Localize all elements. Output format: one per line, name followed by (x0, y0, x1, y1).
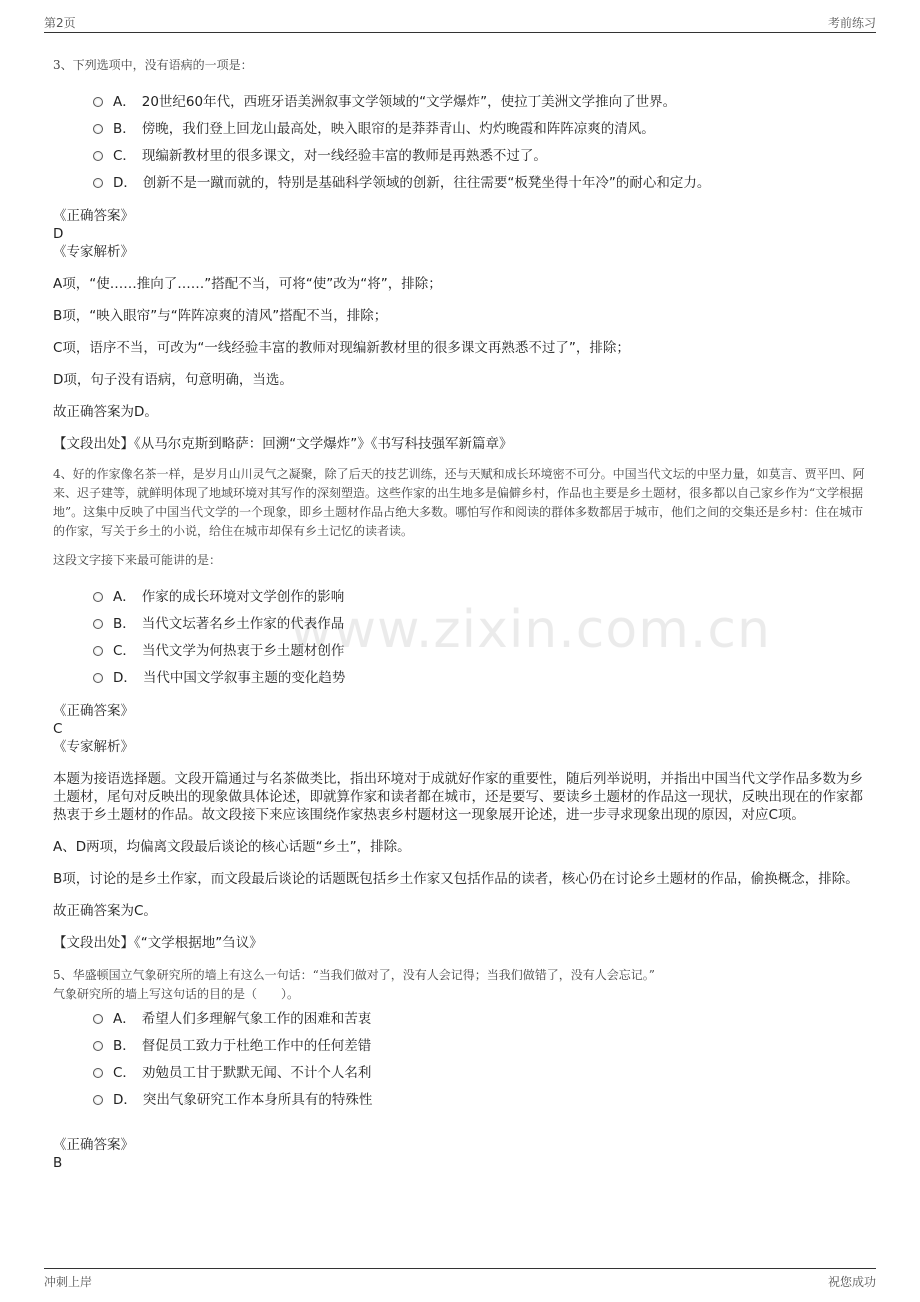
answer-label: 《正确答案》 (53, 208, 134, 224)
question-stem: 5、华盛顿国立气象研究所的墙上有这么一句话：“当我们做对了，没有人会记得；当我们做错了，没有人会忘记。” (53, 968, 655, 982)
answer-value: B (53, 1155, 63, 1171)
analysis-paragraph: 本题为接语选择题。文段开篇通过与名茶做类比，指出环境对于成就好作家的重要性，随后列举说明，并指出中国当代文学作品多数为乡土题材，尾句对反映出的现象做具体论述，即就算作家和读者都在城市，还是要写、要读乡土题材的作品这一现状，反映出现在的作家都热衷于乡土题材的作品。故文段接下来应该围绕作家热衷乡村题材这一现象展开论述，进一步寻求现象出现的原因，对应C项。 (53, 771, 863, 823)
question-4 (53, 465, 865, 952)
answer-value: C (53, 721, 63, 737)
option-list (53, 1006, 865, 1114)
page-number: 第2页 (44, 16, 76, 30)
radio-icon[interactable] (93, 178, 103, 188)
radio-icon[interactable] (93, 151, 103, 161)
analysis-conclusion: 故正确答案为C。 (53, 903, 157, 919)
option-d[interactable]: D． 突出气象研究工作本身所具有的特殊性 (93, 1087, 865, 1114)
source-citation: 【文段出处】《“文学根据地”刍议》 (53, 935, 263, 951)
radio-icon[interactable] (93, 646, 103, 656)
option-a[interactable]: A． 作家的成长环境对文学创作的影响 (93, 584, 865, 611)
footer-left-text: 冲刺上岸 (44, 1275, 93, 1289)
radio-icon[interactable] (93, 592, 103, 602)
option-c[interactable]: C． 劝勉员工甘于默默无闻、不计个人名利 (93, 1060, 865, 1087)
header-title: 考前练习 (827, 16, 876, 30)
analysis-paragraph: C项，语序不当，可改为“一线经验丰富的教师对现编新教材里的很多课文再熟悉不过了”，排除； (53, 340, 630, 356)
answer-block (53, 1136, 865, 1172)
option-d[interactable]: D． 当代中国文学叙事主题的变化趋势 (93, 665, 865, 692)
option-c[interactable]: C． 现编新教材里的很多课文，对一线经验丰富的教师是再熟悉不过了。 (93, 143, 865, 170)
analysis-paragraph: B项，讨论的是乡土作家，而文段最后谈论的话题既包括乡土作家又包括作品的读者，核心仍在讨论乡土题材的作品，偷换概念，排除。 (53, 871, 859, 887)
radio-icon[interactable] (93, 1068, 103, 1078)
page-header (44, 10, 876, 33)
option-c[interactable]: C． 当代文学为何热衷于乡土题材创作 (93, 638, 865, 665)
option-a[interactable]: A． 希望人们多理解气象工作的困难和苦衷 (93, 1006, 865, 1033)
radio-icon[interactable] (93, 619, 103, 629)
option-b[interactable]: B． 督促员工致力于杜绝工作中的任何差错 (93, 1033, 865, 1060)
option-b[interactable]: B． 当代文坛著名乡土作家的代表作品 (93, 611, 865, 638)
question-5 (53, 966, 865, 1172)
footer-right-text: 祝您成功 (827, 1275, 876, 1289)
answer-label: 《正确答案》 (53, 1137, 134, 1153)
radio-icon[interactable] (93, 1095, 103, 1105)
option-b[interactable]: B． 傍晚，我们登上回龙山最高处，映入眼帘的是莽莽青山、灼灼晚霞和阵阵凉爽的清风。 (93, 116, 865, 143)
radio-icon[interactable] (93, 1014, 103, 1024)
question-3 (53, 56, 865, 453)
answer-label: 《正确答案》 (53, 703, 134, 719)
option-list (53, 584, 865, 692)
document-body (53, 56, 865, 1172)
question-stem: 4、好的作家像名茶一样，是岁月山川灵气之凝聚，除了后天的技艺训练，还与天赋和成长环境密不可分。中国当代文坛的中坚力量，如莫言、贾平凹、阿来、迟子建等，就鲜明体现了地域环境对其写作的深刻塑造。这些作家的出生地多是偏僻乡村，作品也主要是乡土题材，很多都以自己家乡作为“文学根据地”。这集中反映了中国当代文学的一个现象，即乡土题材作品占绝大多数。哪怕写作和阅读的群体多数都居于城市，他们之间的交集还是乡村：住在城市的作家，写关于乡土的小说，给住在城市却保有乡土记忆的读者读。 (53, 467, 865, 538)
analysis-paragraph: A、D两项，均偏离文段最后谈论的核心话题“乡土”，排除。 (53, 839, 411, 855)
radio-icon[interactable] (93, 97, 103, 107)
option-d[interactable]: D． 创新不是一蹴而就的，特别是基础科学领域的创新，往往需要“板凳坐得十年冷”的耐心和定力。 (93, 170, 865, 197)
question-stem: 3、下列选项中，没有语病的一项是： (53, 58, 253, 72)
analysis-label: 《专家解析》 (53, 739, 134, 755)
analysis-conclusion: 故正确答案为D。 (53, 404, 158, 420)
answer-block (53, 207, 865, 261)
radio-icon[interactable] (93, 673, 103, 683)
source-citation: 【文段出处】《从马尔克斯到略萨：回溯“文学爆炸”》《书写科技强军新篇章》 (53, 436, 513, 452)
answer-value: D (53, 226, 64, 242)
radio-icon[interactable] (93, 1041, 103, 1051)
analysis-label: 《专家解析》 (53, 244, 134, 260)
analysis-paragraph: B项，“映入眼帘”与“阵阵凉爽的清风”搭配不当，排除； (53, 308, 388, 324)
question-prompt: 气象研究所的墙上写这句话的目的是（ ）。 (53, 987, 300, 1001)
question-prompt: 这段文字接下来最可能讲的是： (53, 553, 222, 567)
answer-block (53, 702, 865, 756)
option-list (53, 89, 865, 197)
analysis-paragraph: D项，句子没有语病，句意明确，当选。 (53, 372, 293, 388)
radio-icon[interactable] (93, 124, 103, 134)
page-footer (44, 1268, 876, 1295)
analysis-paragraph: A项，“使……推向了……”搭配不当，可将“使”改为“将”，排除； (53, 276, 442, 292)
option-a[interactable]: A． 20世纪60年代，西班牙语美洲叙事文学领域的“文学爆炸”，使拉丁美洲文学推向了世界。 (93, 89, 865, 116)
watermark: www.zixin.com.cn (290, 600, 771, 660)
